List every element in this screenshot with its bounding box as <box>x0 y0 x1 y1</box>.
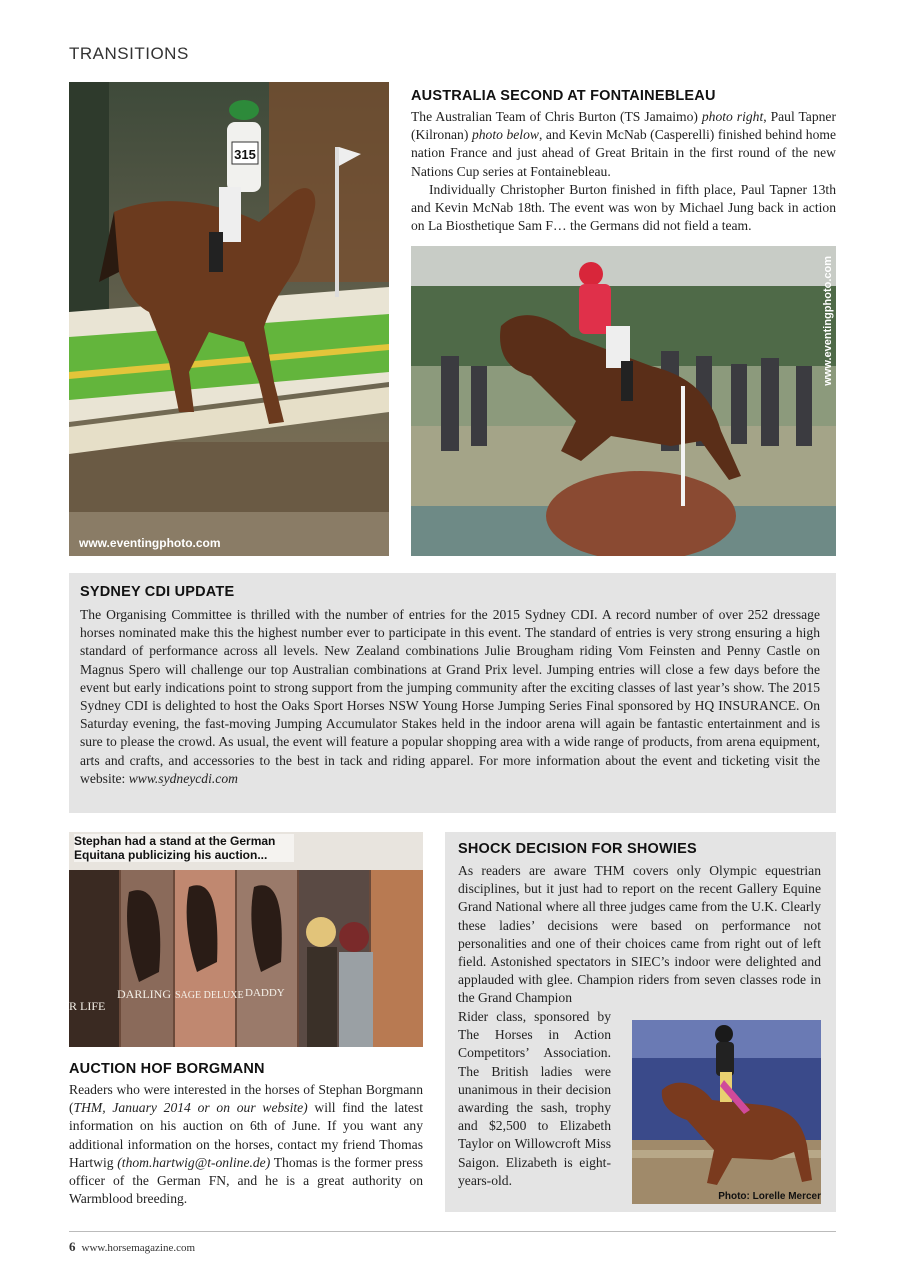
article4-body-side: Rider class, sponsored by The Horses in Action Competitors’ Association. The British ladies were unanimous in their decision awarding the sash, trophy and $2,500 to Elizabeth Taylor on Willowcroft Miss Saigon. Elizabeth is eight- years-old. <box>458 1009 611 1188</box>
article3-text-c: will find the latest information on his auction on 6th of June. If you want any additional information on the horses, contact my friend Thomas Hartwig <box>69 1100 423 1170</box>
article2-title: SYDNEY CDI UPDATE <box>80 584 235 600</box>
footer-divider <box>69 1231 836 1232</box>
banner-text: DADDY <box>245 987 285 999</box>
article3-text-e: Thomas is the former press officer of the German FN, and he is a great authority on Warmblood breeding. <box>69 1154 424 1207</box>
photo-illustration <box>69 832 423 1047</box>
article2-body <box>80 606 820 788</box>
photo1-credit: www.eventingphoto.com <box>79 536 221 550</box>
section-label: TRANSITIONS <box>69 44 189 63</box>
footer <box>69 1239 195 1255</box>
article3-email[interactable]: (thom.hartwig@t-online.de) <box>117 1154 271 1170</box>
banner-text: SAGE DELUXE <box>175 990 244 1001</box>
photo4-credit: Photo: Lorelle Mercer <box>718 1191 821 1202</box>
article1-body <box>411 108 836 235</box>
photo-chris-burton <box>69 82 389 556</box>
banner-text: DARLING <box>117 987 171 1001</box>
article1-title: AUSTRALIA SECOND AT FONTAINEBLEAU <box>411 88 716 104</box>
page-number: 6 <box>69 1239 76 1254</box>
photo-illustration <box>69 82 389 556</box>
article2-link[interactable]: www.sydneycdi.com <box>128 770 238 786</box>
photo2-credit: www.eventingphoto.com <box>822 256 834 386</box>
article3-text-b: THM, January 2014 or on our website) <box>73 1100 308 1116</box>
article1-text-e: , and Kevin McNab (Casperelli) finished behind home nation France and just ahead of Great Britain in the first round of the new Nations Cup series at Fontainebleau. <box>411 127 836 179</box>
photo-illustration <box>632 1020 821 1204</box>
rider-bib-number: 315 <box>234 147 256 162</box>
article4-title: SHOCK DECISION FOR SHOWIES <box>458 841 697 857</box>
article1-paragraph2: Individually Christopher Burton finished in fifth place, Paul Tapner 13th and Kevin McNab 18th. The event was won by Michael Jung back in action on La Biosthetique Sam F… the Germans did not field a team. <box>411 181 836 234</box>
article1-text-c: , Paul Tapner (Kilronan) <box>411 109 836 143</box>
photo-paul-tapner <box>411 246 836 556</box>
banner-text: R LIFE <box>69 999 106 1013</box>
article3-text-a: Readers who were interested in the horses of Stephan Borgmann ( <box>69 1082 423 1116</box>
photo-illustration <box>411 246 836 556</box>
article1-text-a: The Australian Team of Chris Burton (TS Jamaimo) <box>411 109 702 124</box>
article3-body <box>69 1081 423 1208</box>
photo3-caption: Stephan had a stand at the German Equitana publicizing his auction... <box>74 834 294 862</box>
article4-body-top: As readers are aware THM covers only Olympic equestrian disciplines, but it just had to report on the recent Gallery Equine Grand National where all three judges came from the U.K. Clearly these ladies’ decisions were based on performance not personalities and one of their choices came from right out of left field. Astonished spectators in SIEC’s indoor were delighted and applauded with glee. Champion riders from seven classes rode in the Grand Champion <box>458 863 821 1006</box>
photo-elizabeth-taylor <box>632 1020 821 1204</box>
article3-title: AUCTION HOF BORGMANN <box>69 1061 265 1077</box>
article1-text-b: photo right <box>701 109 764 124</box>
photo-equitana-stand <box>69 832 423 1047</box>
article1-text-d: photo below <box>471 127 539 143</box>
article2-text: The Organising Committee is thrilled with the number of entries for the 2015 Sydney CDI. A record number of over 252 dressage horses nominated make this the highest number ever to participate in this event. The standard of entries is very strong ensuring a high standard of performance across all levels. New Zealand combinations Julie Brougham riding Vom Feinsten and Penny Castle on Magnus Spero will challenge our top Australian combinations at Grand Prix level. Jumping entries will close a few days before the event but early indications point to strong support from the jumping community after the exciting classes of last year’s show. The 2015 Sydney CDI is delighted to host the Oaks Sport Horses NSW Young Horse Jumping Series Final sponsored by HQ INSURANCE. On Saturday evening, the fast-moving Jumping Accumulator Stakes held in the indoor arena will again be fantastic entertainment and is sure to please the crowd. As usual, the event will feature a popular shopping area with a wide range of products, from arena equipment, arts and crafts, and accessories to the best in tack and riding apparel. For more information about the event and ticketing visit the website: <box>80 607 820 786</box>
footer-site[interactable]: www.horsemagazine.com <box>81 1242 196 1254</box>
